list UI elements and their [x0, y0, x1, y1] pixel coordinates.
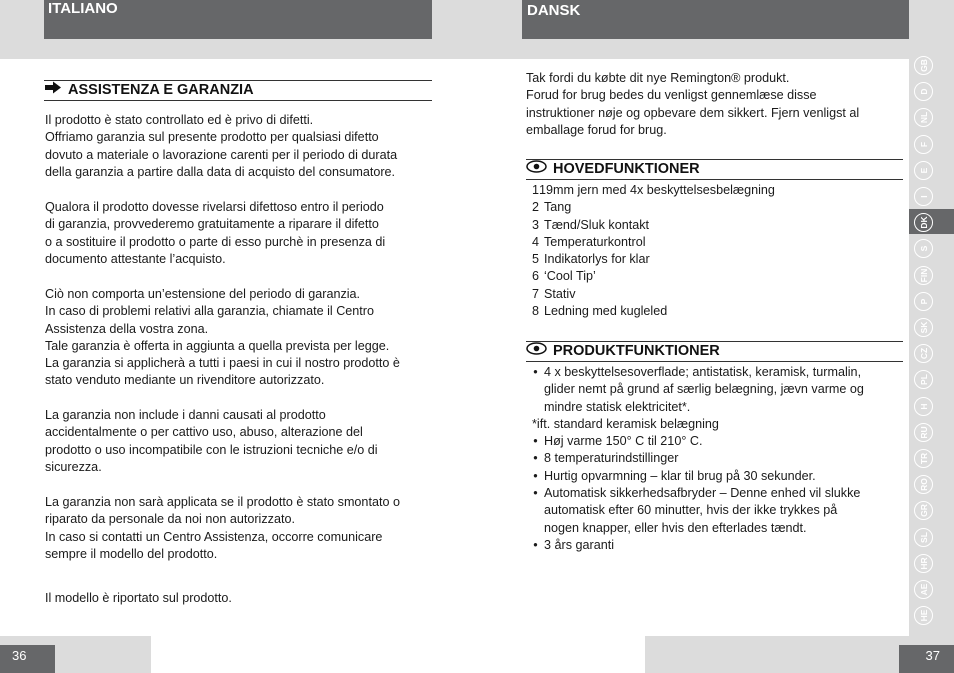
list-item	[527, 433, 902, 450]
text-line: Il prodotto è stato controllato ed è privo di difetti.	[45, 113, 314, 127]
item-number: 2	[532, 200, 540, 215]
section-hovedfunktioner	[526, 159, 903, 180]
text-line: Offriamo garanzia sul presente prodotto per qualsiasi difetto	[45, 130, 379, 145]
language-tab-tr[interactable]: TR	[914, 449, 933, 468]
header-dansk: DANSK	[522, 0, 909, 39]
list-item	[532, 303, 902, 320]
text-line: instruktioner nøje og opbevare dem sikkert. Fjern venligst al	[526, 105, 860, 120]
text-line: sempre il modello del prodotto.	[45, 546, 218, 561]
item-number: 5	[532, 252, 540, 267]
text-line: In caso di problemi relativi alla garanzia, chiamate il Centro	[45, 304, 374, 319]
eye-icon	[526, 342, 547, 361]
paragraph	[45, 286, 435, 390]
text-line: dovuto a materiale o lavorazione carenti per il periodo di durata	[45, 147, 398, 162]
text-line: nogen knapper, eller hvis den efterlades tændt.	[544, 520, 807, 535]
page-number-right: 37	[899, 645, 954, 673]
language-tab-gr[interactable]: GR	[914, 501, 933, 520]
item-number: 7	[532, 286, 540, 301]
item-number: 1	[532, 183, 540, 197]
language-tab-f[interactable]: F	[914, 135, 933, 154]
language-tab-i[interactable]: I	[914, 187, 933, 206]
item-number: 4	[532, 234, 540, 249]
item-text: Tang	[544, 200, 572, 215]
header-italiano: ITALIANO	[44, 0, 432, 39]
language-tab-sk[interactable]: SK	[914, 318, 933, 337]
language-tab-cz[interactable]: CZ	[914, 344, 933, 363]
text-line: della garanzia a partire dalla data di acquisto del consumatore.	[45, 164, 396, 179]
language-tab-d[interactable]: D	[914, 82, 933, 101]
language-tab-ro[interactable]: RO	[914, 475, 933, 494]
list-item	[532, 286, 902, 303]
text-line: Forud for brug bedes du venligst gennemlæse disse	[526, 88, 817, 103]
language-tab-gb[interactable]: GB	[914, 56, 933, 75]
paragraph	[45, 494, 435, 563]
item-text: Stativ	[544, 286, 576, 301]
item-text	[544, 450, 902, 467]
bullet: •	[533, 486, 538, 501]
list-item	[532, 199, 902, 216]
intro-text	[526, 70, 906, 139]
language-tab-he[interactable]: HE	[914, 606, 933, 625]
section-title-text: ASSISTENZA E GARANZIA	[68, 82, 254, 98]
text-line: In caso si contatti un Centro Assistenza, occorre comunicare	[45, 529, 383, 544]
list-item	[527, 537, 902, 554]
text-line: Høj varme 150° C til 210° C.	[544, 434, 703, 449]
text-line: accidentalmente o per cattivo uso, abuso, alterazione del	[45, 425, 363, 440]
features-list	[532, 182, 902, 320]
list-item	[527, 416, 902, 433]
section-assistenza-garanzia	[44, 80, 432, 101]
item-text	[544, 468, 902, 485]
section-produktfunktioner	[526, 341, 903, 362]
item-text	[532, 416, 902, 433]
bullet: •	[533, 365, 538, 379]
item-text	[544, 364, 902, 416]
bullet: •	[533, 451, 538, 466]
text-line: La garanzia si applicherà a tutti i paesi in cui il nostro prodotto è	[45, 356, 400, 371]
text-line: Assistenza della vostra zona.	[45, 321, 209, 336]
language-tab-ru[interactable]: RU	[914, 423, 933, 442]
bullet: •	[533, 434, 538, 449]
text-line: emballage forud for brug.	[526, 122, 667, 137]
item-text: ‘Cool Tip’	[544, 269, 596, 284]
text-line: riparato da personale da noi non autorizzato.	[45, 512, 295, 527]
language-tab-s[interactable]: S	[914, 239, 933, 258]
item-number: 8	[532, 304, 540, 319]
text-line: Automatisk sikkerhedsafbryder – Denne enhed vil slukke	[544, 486, 861, 501]
item-text	[544, 485, 902, 537]
item-text: Temperaturkontrol	[544, 234, 646, 249]
item-text: Indikatorlys for klar	[544, 252, 650, 267]
text-line: documento attestante l’acquisto.	[45, 251, 226, 266]
text-line: Tak fordi du købte dit nye Remington® produkt.	[526, 71, 790, 85]
language-tab-ae[interactable]: AE	[914, 580, 933, 599]
item-text: Ledning med kugleled	[544, 304, 668, 319]
text-line: 4 x beskyttelsesoverflade; antistatisk, keramisk, turmalin,	[544, 365, 862, 379]
item-text: 19mm jern med 4x beskyttelsesbelægning	[539, 183, 775, 197]
list-item	[532, 217, 902, 234]
bullet: •	[533, 468, 538, 483]
bullet: •	[533, 537, 538, 552]
text-line: La garanzia non include i danni causati al prodotto	[45, 408, 326, 422]
list-item	[527, 485, 902, 537]
language-tab-e[interactable]: E	[914, 161, 933, 180]
language-tab-nl[interactable]: NL	[914, 108, 933, 127]
language-tab-h[interactable]: H	[914, 397, 933, 416]
text-line: Qualora il prodotto dovesse rivelarsi difettoso entro il periodo	[45, 200, 384, 214]
paragraph	[45, 112, 435, 181]
language-tab-hr[interactable]: HR	[914, 554, 933, 573]
paragraph	[45, 590, 435, 607]
text-line: o a sostituire il prodotto o parte di esso purchè in presenza di	[45, 234, 386, 249]
text-line: 3 års garanti	[544, 537, 615, 552]
text-line: Ciò non comporta un’estensione del periodo di garanzia.	[45, 287, 361, 301]
text-line: glider nemt på grund af særlig belægning, jævn varme og	[544, 382, 864, 397]
section-title-text: PRODUKTFUNKTIONER	[553, 343, 720, 359]
text-line: automatisk efter 60 minutter, hvis der ikke trykkes på	[544, 503, 838, 518]
page-number-left: 36	[0, 645, 55, 673]
language-tab-pl[interactable]: PL	[914, 370, 933, 389]
text-line: La garanzia non sarà applicata se il prodotto è stato smontato o	[45, 495, 400, 509]
text-line: prodotto o uso incompatibile con le istruzioni tecniche e/o di	[45, 442, 378, 457]
list-item	[527, 364, 902, 416]
paragraph	[45, 199, 435, 268]
text-line: sicurezza.	[45, 459, 102, 474]
language-tab-dk[interactable]: DK	[914, 213, 933, 232]
item-number: 3	[532, 217, 540, 232]
item-text: Tænd/Sluk kontakt	[544, 217, 649, 232]
language-tab-p[interactable]: P	[914, 292, 933, 311]
language-tab-fin[interactable]: FIN	[914, 266, 933, 285]
arrow-right-icon	[44, 81, 62, 100]
item-text	[544, 537, 902, 554]
text-line: Tale garanzia è offerta in aggiunta a quella prevista per legge.	[45, 338, 390, 353]
language-tab-sl[interactable]: SL	[914, 528, 933, 547]
text-line: Hurtig opvarmning – klar til brug på 30 sekunder.	[544, 468, 816, 483]
text-line: Il modello è riportato sul prodotto.	[45, 591, 232, 605]
text-line: 8 temperaturindstillinger	[544, 451, 679, 466]
paragraph	[45, 407, 435, 476]
list-item	[532, 251, 902, 268]
list-item	[527, 450, 902, 467]
list-item	[532, 234, 902, 251]
eye-icon	[526, 160, 547, 179]
list-item	[532, 182, 902, 199]
product-features-list	[527, 364, 902, 554]
item-number: 6	[532, 269, 540, 284]
section-title-text: HOVEDFUNKTIONER	[553, 161, 700, 177]
list-item	[527, 468, 902, 485]
text-line: di garanzia, provvederemo gratuitamente a riparare il difetto	[45, 217, 379, 232]
text-line: mindre statisk elektricitet*.	[544, 399, 691, 414]
text-line: stato venduto mediante un rivenditore autorizzato.	[45, 373, 325, 388]
text-line: *ift. standard keramisk belægning	[532, 416, 719, 431]
item-text	[544, 433, 902, 450]
list-item	[532, 268, 902, 285]
